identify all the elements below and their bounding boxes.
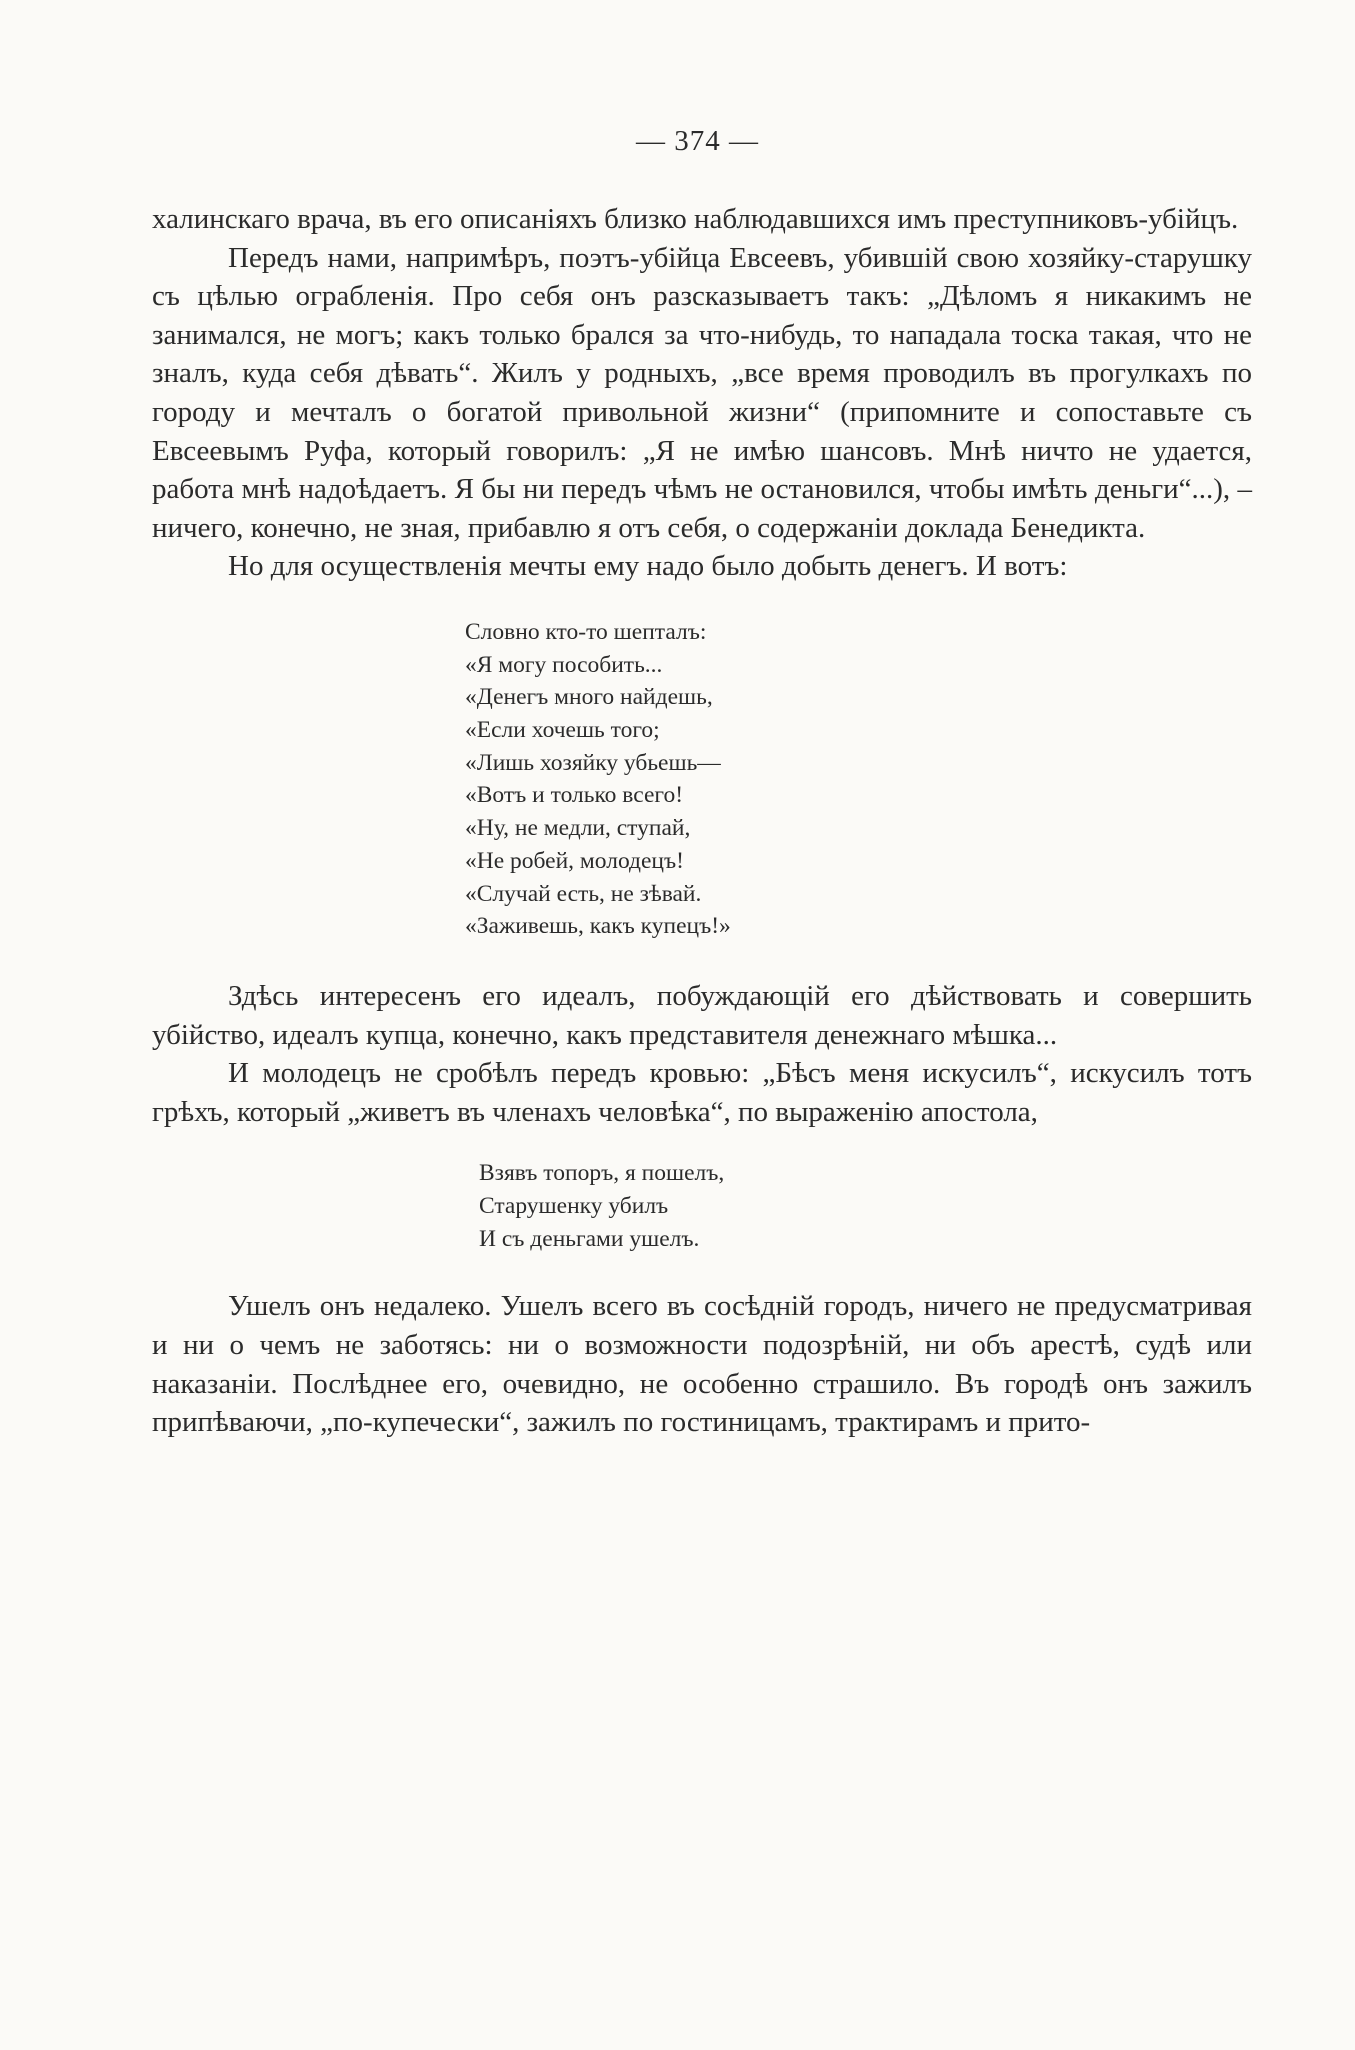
verse-block — [152, 616, 1252, 943]
paragraph: Ушелъ онъ недалеко. Ушелъ всего въ сосѣдній городъ, ничего не предусматривая и ни о чемъ не заботясь: ни о возможности подозрѣній, ни объ арестѣ, судѣ или наказаніи. Послѣднее его, очевидно, не особенно страшило. Въ городѣ онъ зажилъ припѣваючи, „по-купечески“, зажилъ по гостиницамъ, трактирамъ и прито- — [152, 1290, 1252, 1439]
verse-line: «Вотъ и только всего! — [465, 782, 684, 809]
verse-line: «Если хочешь того; — [465, 717, 660, 744]
paragraph: Но для осуществленія мечты ему надо было добыть денегъ. И вотъ: — [228, 550, 1068, 583]
page-body — [152, 200, 1252, 1442]
verse-line: «Не робей, молодецъ! — [465, 847, 684, 874]
page-number: — 374 — — [636, 125, 759, 157]
verse-line: «Лишь хозяйку убьешь— — [465, 749, 721, 776]
paragraph: Передъ нами, напримѣръ, поэтъ-убійца Евсеевъ, убившій свою хозяйку-старушку съ цѣлью ограбленія. Про себя онъ разсказываетъ такъ: „Дѣломъ я никакимъ не занимался, не могъ; какъ только брался за что-нибудь, то нападала тоска такая, что не зналъ, куда себя дѣвать“. Жилъ у родныхъ, „все время проводилъ въ прогулкахъ по городу и мечталъ о богатой привольной жизни“ (припомните и сопоставьте съ Евсеевымъ Руфа, который говорилъ: „Я не имѣю шансовъ. Мнѣ ничто не удается, работа мнѣ надоѣдаетъ. Я бы ни передъ чѣмъ не остановился, чтобы имѣть деньги“...), – ничего, конечно, не зная, прибавлю я отъ себя, о содержаніи доклада Бенедикта. — [152, 241, 1252, 544]
paragraph: халинскаго врача, въ его описаніяхъ близко наблюдавшихся имъ преступниковъ-убійцъ. — [152, 203, 1239, 235]
verse-line: «Случай есть, не зѣвай. — [465, 880, 702, 907]
verse-line: «Ну, не медли, ступай, — [465, 815, 691, 842]
verse-line: «Я могу пособить... — [465, 651, 663, 678]
verse-line: «Денегъ много найдешь, — [465, 684, 713, 711]
verse-line: Словно кто-то шепталъ: — [465, 618, 707, 645]
verse-line: «Заживешь, какъ купецъ!» — [465, 913, 731, 940]
verse-block — [152, 1157, 1252, 1255]
verse-line: Старушенку убилъ — [479, 1193, 669, 1220]
paragraph: И молодецъ не сробѣлъ передъ кровью: „Бѣсъ меня искусилъ“, искусилъ тотъ грѣхъ, который „живетъ въ членахъ человѣка“, по выраженію апостола, — [152, 1057, 1252, 1128]
paragraph: Здѣсь интересенъ его идеалъ, побуждающій его дѣйствовать и совершить убійство, идеалъ купца, конечно, какъ представителя денежнаго мѣшка... — [152, 979, 1252, 1051]
verse-line: Взявъ топоръ, я пошелъ, — [479, 1160, 725, 1187]
verse-line: И съ деньгами ушелъ. — [479, 1225, 700, 1252]
